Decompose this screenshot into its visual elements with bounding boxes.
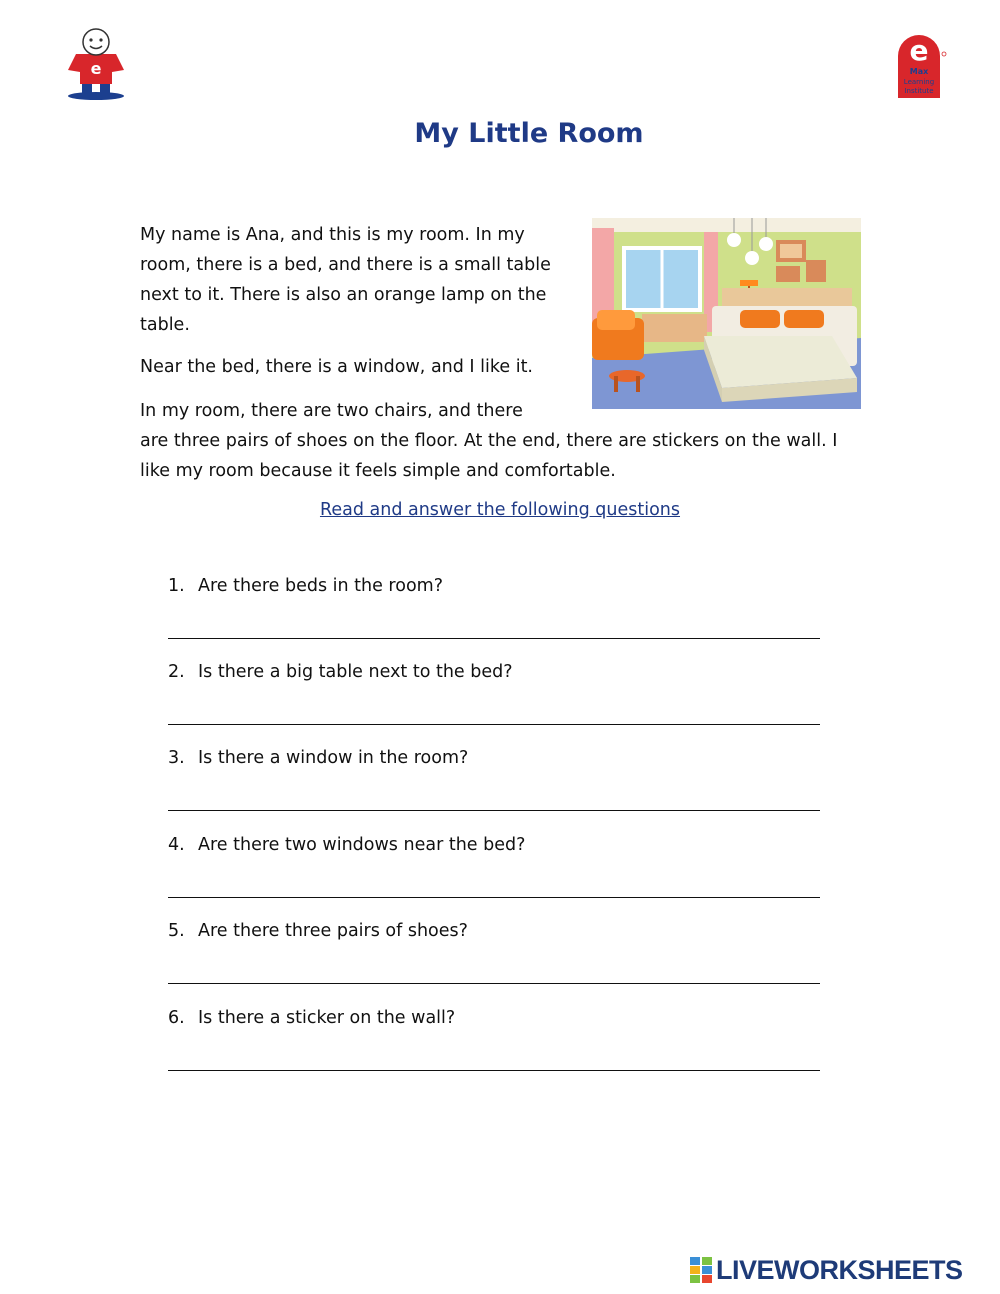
- question-number: 5.: [168, 921, 185, 941]
- institute-logo: [890, 28, 948, 100]
- answer-line-2[interactable]: [168, 724, 820, 725]
- question-number: 1.: [168, 576, 185, 596]
- institute-logo-line1: Max: [909, 67, 929, 76]
- question-3: [168, 748, 468, 768]
- paragraph-2: Near the bed, there is a window, and I like it.: [140, 357, 533, 377]
- question-text: Is there a window in the room?: [198, 748, 469, 768]
- answer-line-5[interactable]: [168, 983, 820, 984]
- question-text: Is there a big table next to the bed?: [198, 662, 513, 682]
- question-5: [168, 921, 468, 941]
- mascot-logo: [62, 26, 130, 100]
- question-number: 4.: [168, 835, 185, 855]
- institute-logo-line2: Learning: [903, 78, 935, 86]
- question-text: Are there beds in the room?: [198, 576, 443, 596]
- question-number: 2.: [168, 662, 185, 682]
- mascot-letter: e: [90, 59, 102, 78]
- question-6: [168, 1008, 455, 1028]
- institute-logo-line3: Institute: [904, 87, 934, 95]
- answer-line-3[interactable]: [168, 810, 820, 811]
- answer-line-6[interactable]: [168, 1070, 820, 1071]
- question-4: [168, 835, 525, 855]
- institute-logo-letter: e: [909, 34, 929, 67]
- paragraph-3-rest: are three pairs of shoes on the floor. At the end, there are stickers on the wall. I like my room because it feels simple and comfortable.: [140, 431, 838, 481]
- question-text: Are there three pairs of shoes?: [198, 921, 468, 941]
- instructions-link[interactable]: Read and answer the following questions: [319, 500, 681, 520]
- paragraph-3: [140, 396, 840, 486]
- answer-line-1[interactable]: [168, 638, 820, 639]
- liveworksheets-icon: [690, 1257, 712, 1283]
- question-text: Is there a sticker on the wall?: [198, 1008, 456, 1028]
- bedroom-illustration: [592, 218, 861, 409]
- liveworksheets-brand: [690, 1255, 963, 1285]
- question-1: [168, 576, 443, 596]
- paragraph-3-line1: In my room, there are two chairs, and there: [140, 401, 523, 421]
- answer-line-4[interactable]: [168, 897, 820, 898]
- question-2: [168, 662, 513, 682]
- liveworksheets-text: LIVEWORKSHEETS: [716, 1254, 963, 1285]
- paragraph-1: My name is Ana, and this is my room. In my room, there is a bed, and there is a small table next to it. There is also an orange lamp on the table.: [140, 225, 551, 335]
- question-number: 6.: [168, 1008, 185, 1028]
- question-number: 3.: [168, 748, 185, 768]
- page-title: My Little Room: [414, 118, 644, 149]
- question-text: Are there two windows near the bed?: [198, 835, 526, 855]
